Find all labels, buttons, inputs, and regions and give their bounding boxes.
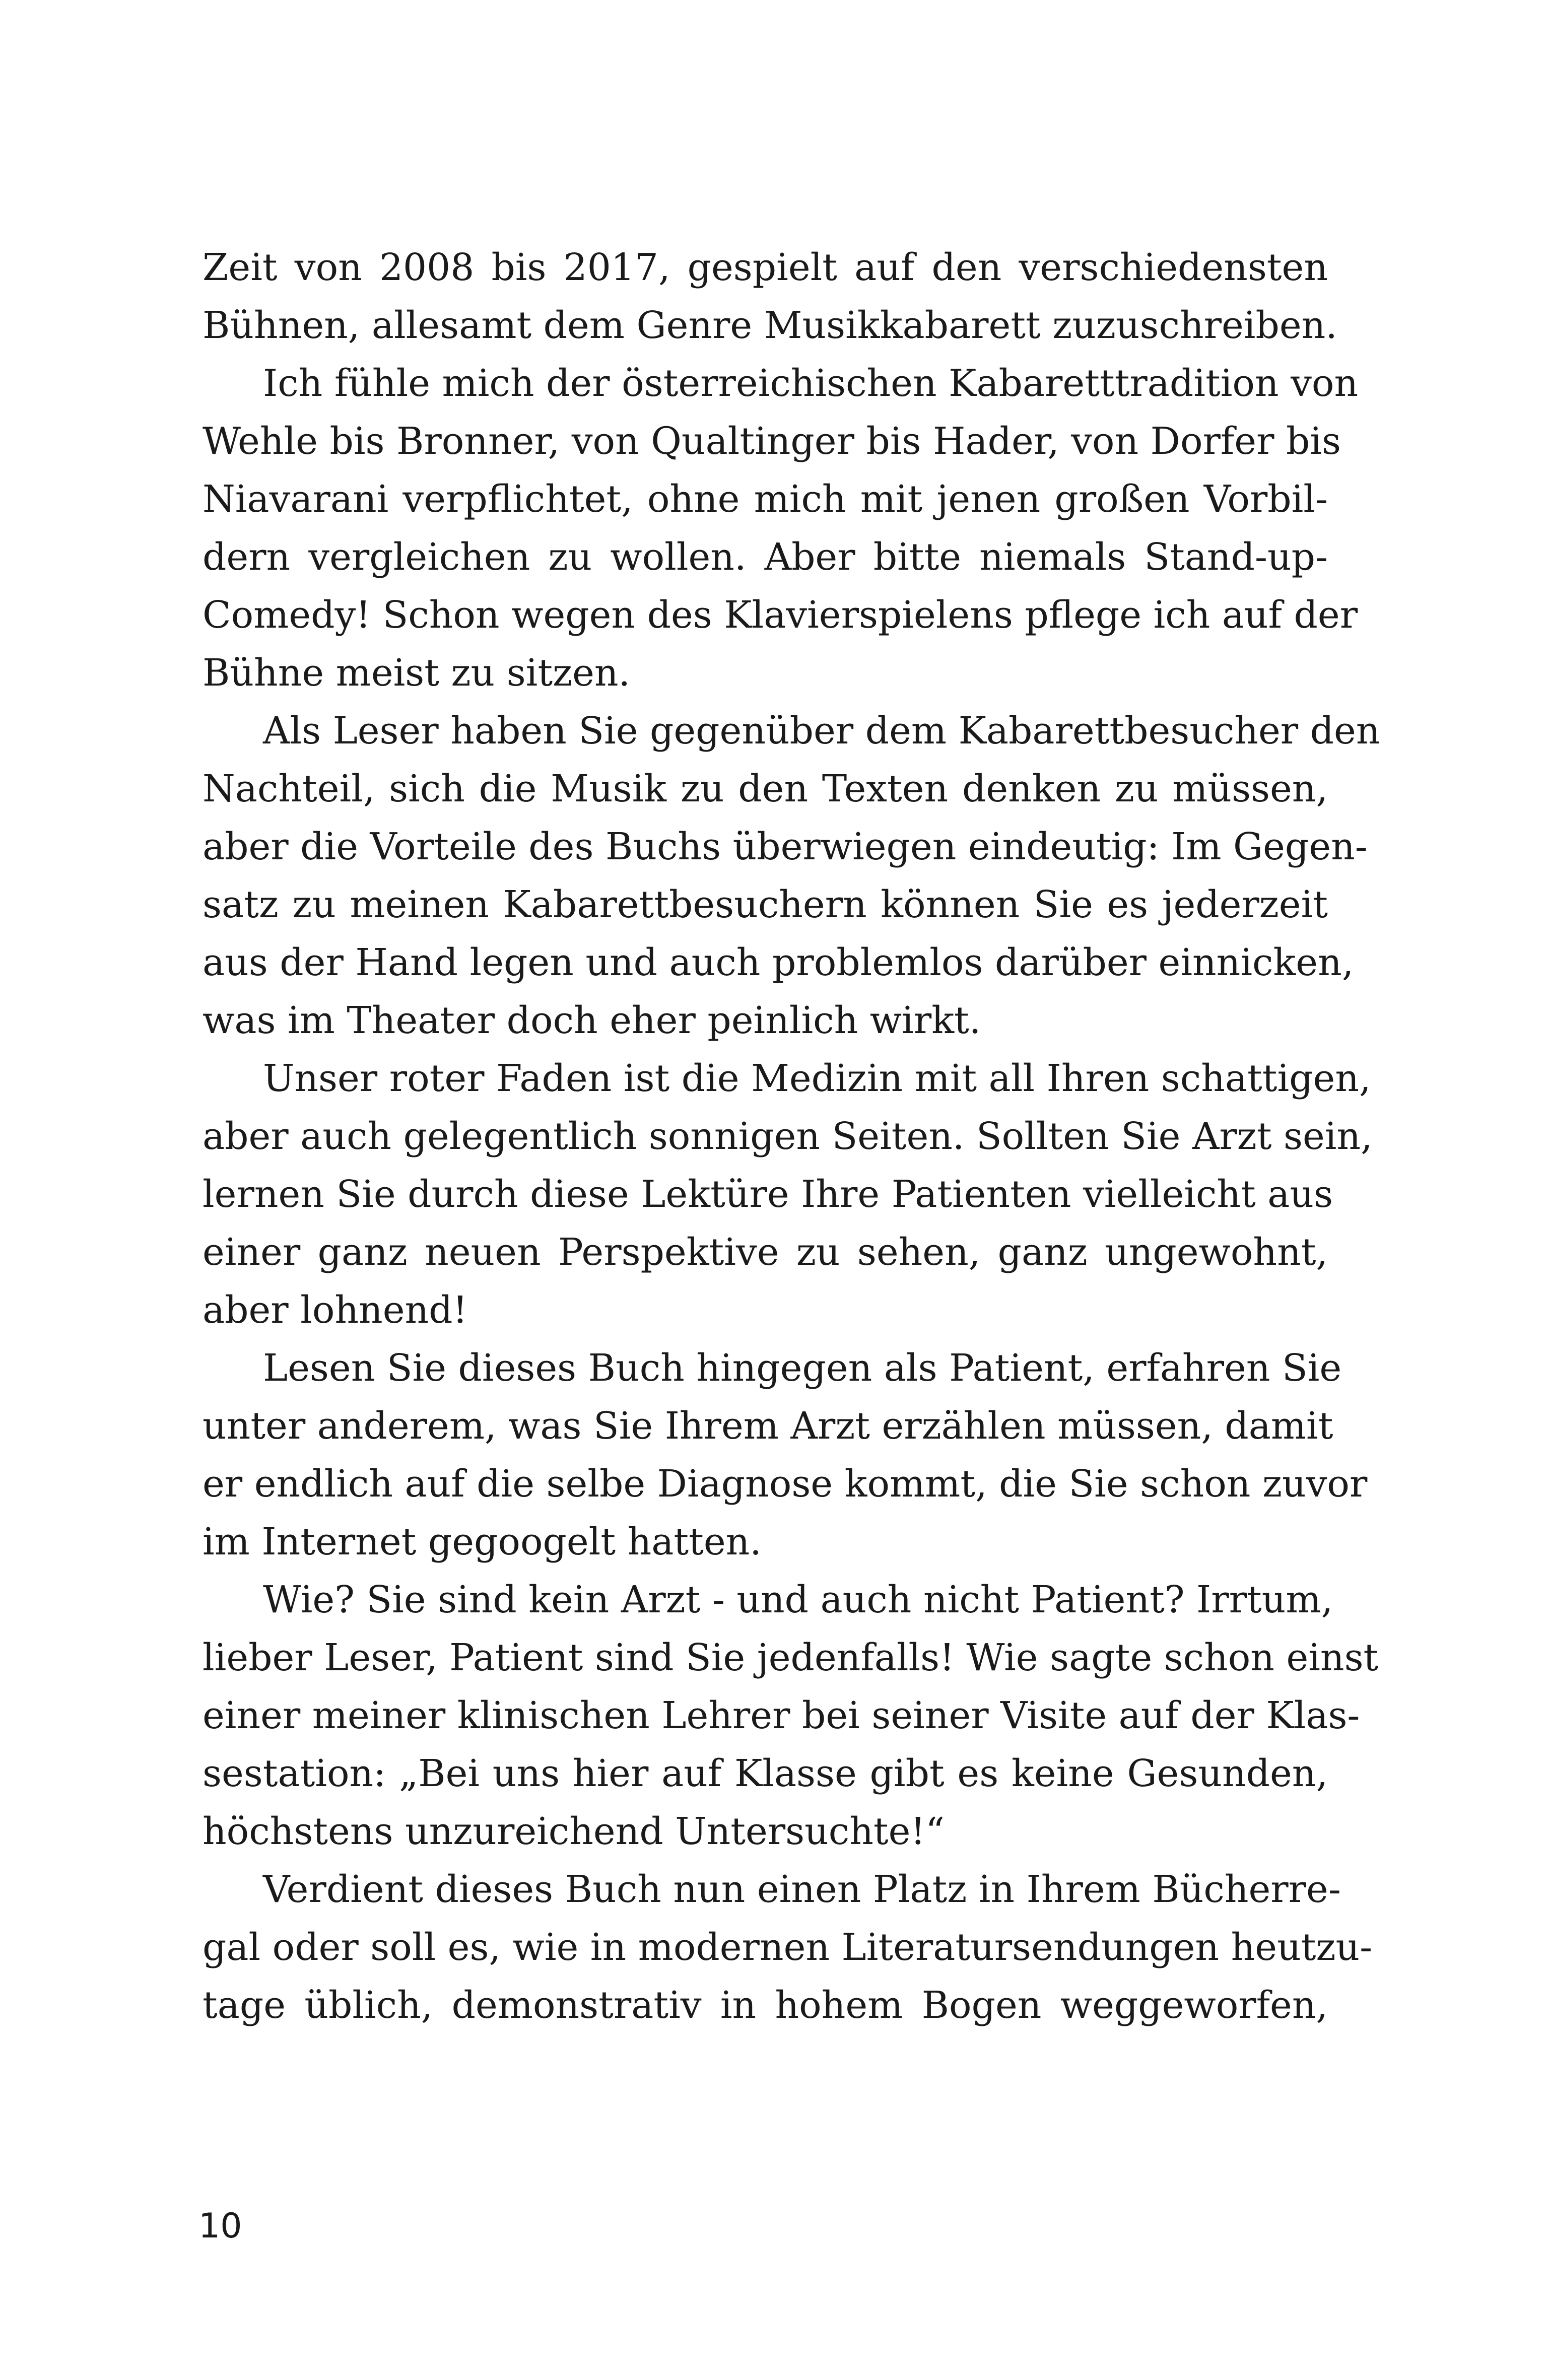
paragraph-start-line: Verdient dieses Buch nun einen Platz in Ihrem Bücherre- [263,1868,1341,1911]
page-number: 10 [198,2206,242,2246]
text-line: dern vergleichen zu wollen. Aber bitte niemals Stand-up- [203,535,1328,579]
paragraph-start-line: Als Leser haben Sie gegenüber dem Kabarettbesucher den [263,709,1380,753]
paragraph-start-line: Ich fühle mich der österreichischen Kabaretttradition von [263,362,1359,405]
text-line: unter anderem, was Sie Ihrem Arzt erzählen müssen, damit [203,1404,1333,1448]
paragraph-start-line: Lesen Sie dieses Buch hingegen als Patient, erfahren Sie [263,1346,1342,1390]
text-line: Bühne meist zu sitzen. [203,651,631,695]
text-line: aber die Vorteile des Buchs überwiegen eindeutig: Im Gegen- [203,825,1368,868]
text-line: aber auch gelegentlich sonnigen Seiten. Sollten Sie Arzt sein, [203,1115,1373,1158]
text-line: satz zu meinen Kabarettbesuchern können Sie es jederzeit [203,883,1328,926]
text-line: Bühnen, allesamt dem Genre Musikkabarett zuzuschreiben. [203,304,1337,347]
text-line: gal oder soll es, wie in modernen Literatursendungen heutzu- [203,1926,1373,1969]
text-line: im Internet gegoogelt hatten. [203,1520,762,1563]
text-line: Nachteil, sich die Musik zu den Texten denken zu müssen, [203,767,1328,810]
text-line: Niavarani verpflichtet, ohne mich mit jenen großen Vorbil- [203,478,1328,521]
text-line: er endlich auf die selbe Diagnose kommt, die Sie schon zuvor [203,1462,1368,1506]
text-line: Zeit von 2008 bis 2017, gespielt auf den verschiedensten [203,246,1328,289]
text-line: Comedy! Schon wegen des Klavierspielens pflege ich auf der [203,593,1358,637]
text-line: einer meiner klinischen Lehrer bei seiner Visite auf der Klas- [203,1694,1360,1737]
text-line: Wehle bis Bronner, von Qualtinger bis Hader, von Dorfer bis [203,420,1341,463]
text-line: sestation: „Bei uns hier auf Klasse gibt es keine Gesunden, [203,1752,1328,1795]
paragraph-start-line: Unser roter Faden ist die Medizin mit all Ihren schattigen, [263,1057,1371,1100]
text-line: aus der Hand legen und auch problemlos darüber einnicken, [203,941,1354,984]
text-line: was im Theater doch eher peinlich wirkt. [203,999,981,1042]
text-line: einer ganz neuen Perspektive zu sehen, ganz ungewohnt, [203,1231,1328,1274]
body-text [203,239,1380,2034]
paragraph-start-line: Wie? Sie sind kein Arzt - und auch nicht Patient? Irrtum, [263,1578,1333,1621]
text-line: lieber Leser, Patient sind Sie jedenfalls! Wie sagte schon einst [203,1636,1379,1679]
text-line: höchstens unzureichend Untersuchte!“ [203,1810,945,1853]
text-line: tage üblich, demonstrativ in hohem Bogen weggeworfen, [203,1984,1328,2027]
text-line: lernen Sie durch diese Lektüre Ihre Patienten vielleicht aus [203,1173,1333,1216]
text-line: aber lohnend! [203,1288,468,1332]
